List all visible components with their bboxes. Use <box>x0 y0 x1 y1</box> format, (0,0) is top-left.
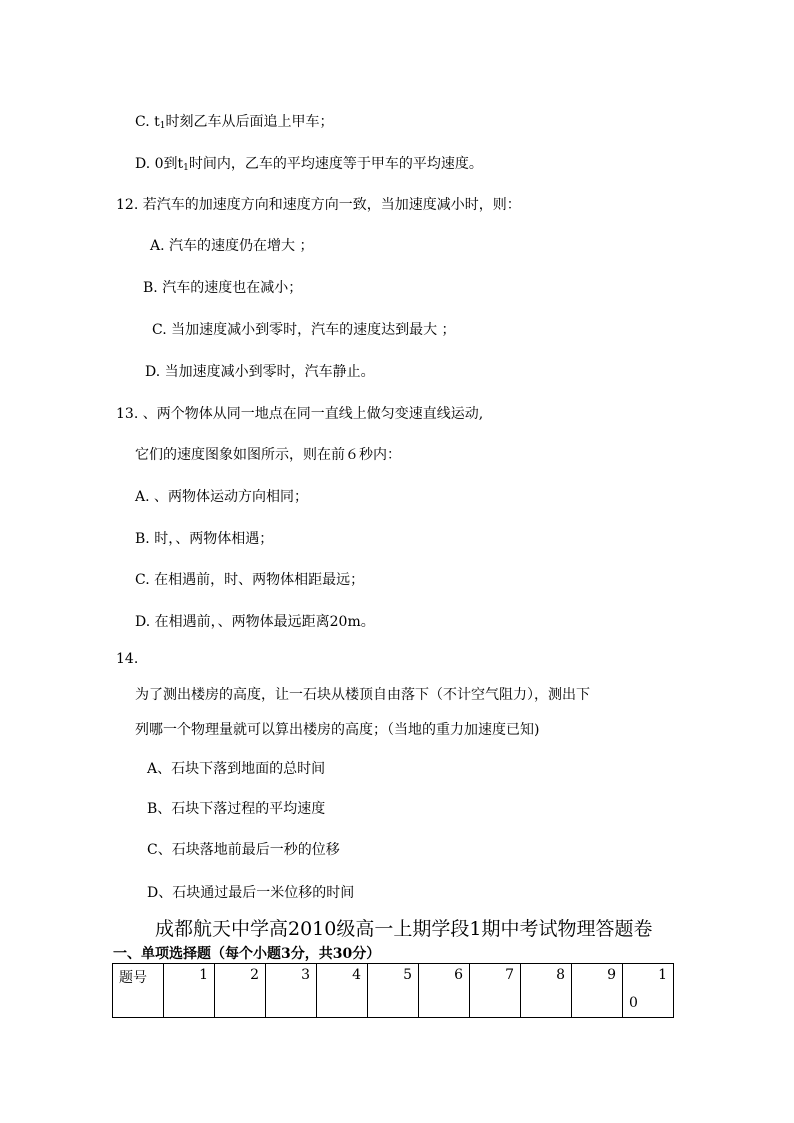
question-number-cell: 4 <box>317 964 368 1018</box>
q14-stem: 为了测出楼房的高度，让一石块从楼顶自由落下（不计空气阻力），测出下 <box>135 687 590 703</box>
q12-stem: 12. 若汽车的加速度方向和速度方向一致，当加速度减小时，则： <box>116 197 521 213</box>
question-number-cell: 1 <box>164 964 215 1018</box>
q14-stem-line2: 列哪一个物理量就可以算出楼房的高度；（当地的重力加速度已知) <box>135 722 540 738</box>
section-heading: 一、单项选择题（每个小题3分，共30分） <box>113 946 381 962</box>
question-number-cell: 8 <box>521 964 572 1018</box>
question-number-cell: 2 <box>215 964 266 1018</box>
q13-option-a: A. 、两物体运动方向相同； <box>135 489 309 505</box>
q14-option-a: A、石块下落到地面的总时间 <box>147 761 326 777</box>
question-number-cell: 7 <box>470 964 521 1018</box>
q13-stem-line2: 它们的速度图象如图所示，则在前６秒内： <box>135 447 401 463</box>
question-number-cell-10: 1 0 <box>623 964 674 1018</box>
q14-option-b: B、石块下落过程的平均速度 <box>147 801 326 817</box>
q14-option-d: D、石块通过最后一米位移的时间 <box>147 885 355 901</box>
answer-table <box>112 963 674 1018</box>
question-number-cell: 6 <box>419 964 470 1018</box>
question-number-cell: 9 <box>572 964 623 1018</box>
answer-table-row <box>113 964 674 1018</box>
q13-option-c: C. 在相遇前，时、两物体相距最远； <box>135 572 365 588</box>
q12-option-d: D. 当加速度减小到零时，汽车静止。 <box>145 364 375 380</box>
q14-number: 14. <box>116 651 139 667</box>
q12-option-a: A. 汽车的速度仍在增大 ； <box>150 238 314 254</box>
question-number-cell: 5 <box>368 964 419 1018</box>
q14-option-c: C、石块落地前最后一秒的位移 <box>147 842 340 858</box>
q13-stem: 13. 、两个物体从同一地点在同一直线上做匀变速直线运动, <box>116 406 484 422</box>
q11-option-d: D. 0到$t_1$时间内，乙车的平均速度等于甲车的平均速度。 <box>135 156 483 173</box>
header-label-cell: 题号 <box>113 964 164 1018</box>
answer-sheet-title: 成都航天中学高2010级高一上期学段1期中考试物理答题卷 <box>155 918 653 940</box>
question-number-cell: 3 <box>266 964 317 1018</box>
q11-option-c: C. $t_1$时刻乙车从后面追上甲车； <box>135 114 334 131</box>
q13-option-d: D. 在相遇前，、两物体最远距离20m。 <box>135 614 375 630</box>
q12-option-b: B. 汽车的速度也在减小； <box>143 280 303 296</box>
q13-option-b: B. 时，、两物体相遇； <box>135 531 274 547</box>
q12-option-c: C. 当加速度减小到零时，汽车的速度达到最大 ； <box>152 322 456 338</box>
